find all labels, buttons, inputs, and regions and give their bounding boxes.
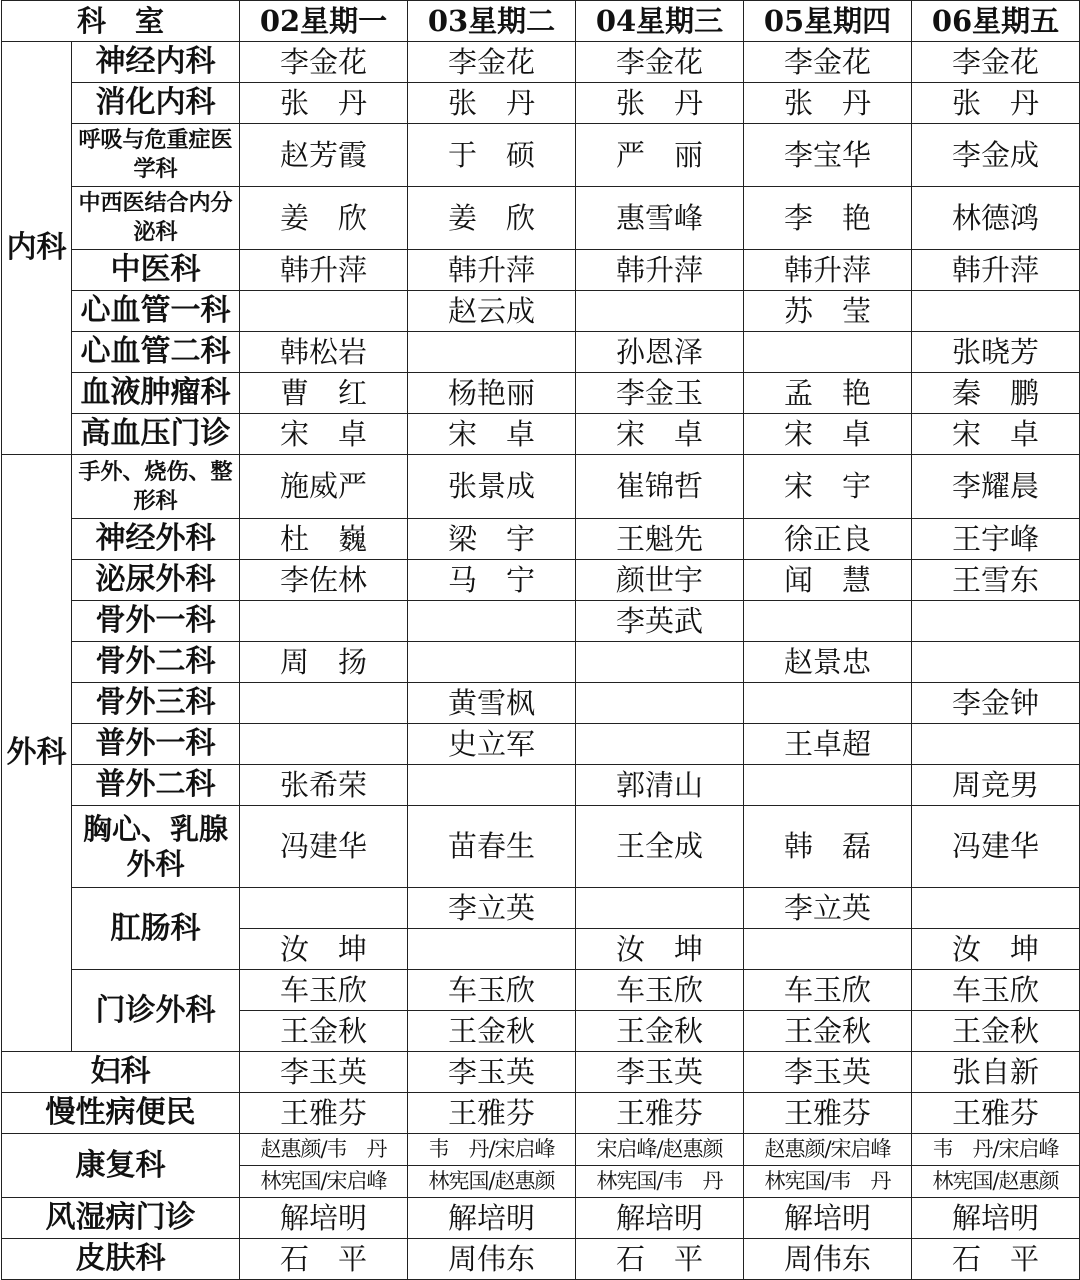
dept-name: 胸心、乳腺外科 [72,806,240,888]
table-row [2,1052,1080,1093]
doctor-cell: 周 扬 [240,642,408,683]
doctor-cell: 严 丽 [576,124,744,187]
doctor-cell: 李金花 [240,42,408,83]
header-row [2,1,1080,42]
header-day: 05星期四 [744,1,912,42]
doctor-cell [912,724,1080,765]
doctor-cell: 姜 欣 [408,187,576,250]
doctor-cell: 崔锦哲 [576,455,744,519]
doctor-cell: 王魁先 [576,519,744,560]
doctor-cell [408,929,576,970]
dept-name: 风湿病门诊 [2,1198,240,1239]
dept-name: 普外一科 [72,724,240,765]
dept-name: 神经外科 [72,519,240,560]
doctor-cell: 杜 巍 [240,519,408,560]
doctor-cell: 闻 慧 [744,560,912,601]
table-row [2,1134,1080,1166]
doctor-cell [744,929,912,970]
doctor-cell: 汝 坤 [912,929,1080,970]
dept-name: 普外二科 [72,765,240,806]
table-row [2,124,1080,187]
doctor-cell: 宋 卓 [240,414,408,455]
doctor-cell [240,724,408,765]
dept-name: 皮肤科 [2,1239,240,1280]
doctor-cell: 冯建华 [240,806,408,888]
doctor-cell: 韦 丹/宋启峰 [912,1134,1080,1166]
schedule-table [1,0,1080,1280]
dept-name: 手外、烧伤、整形科 [72,455,240,519]
table-row [2,683,1080,724]
table-row [2,519,1080,560]
doctor-cell: 石 平 [912,1239,1080,1280]
doctor-cell: 汝 坤 [240,929,408,970]
dept-name: 骨外一科 [72,601,240,642]
doctor-cell [744,601,912,642]
doctor-cell: 孙恩泽 [576,332,744,373]
doctor-cell: 李金花 [576,42,744,83]
doctor-cell: 林宪国/韦 丹 [576,1166,744,1198]
table-row [2,291,1080,332]
doctor-cell [576,888,744,929]
doctor-cell: 韩 磊 [744,806,912,888]
doctor-cell [744,683,912,724]
table-row [2,888,1080,929]
table-row [2,332,1080,373]
dept-name: 血液肿瘤科 [72,373,240,414]
doctor-cell [576,683,744,724]
doctor-cell: 苗春生 [408,806,576,888]
dept-name: 泌尿外科 [72,560,240,601]
doctor-cell: 曹 红 [240,373,408,414]
group-label-neike: 内科 [2,42,72,455]
doctor-cell: 李玉英 [240,1052,408,1093]
doctor-cell [744,332,912,373]
doctor-cell: 王雪东 [912,560,1080,601]
dept-name: 心血管一科 [72,291,240,332]
dept-name: 肛肠科 [72,888,240,970]
dept-name: 妇科 [2,1052,240,1093]
doctor-cell [240,888,408,929]
doctor-cell: 赵云成 [408,291,576,332]
doctor-cell: 李宝华 [744,124,912,187]
dept-name: 骨外三科 [72,683,240,724]
doctor-cell [912,291,1080,332]
doctor-cell: 王卓超 [744,724,912,765]
doctor-cell: 宋启峰/赵惠颜 [576,1134,744,1166]
doctor-cell [408,332,576,373]
doctor-cell: 李玉英 [576,1052,744,1093]
dept-name: 神经内科 [72,42,240,83]
table-row [2,42,1080,83]
doctor-cell: 张 丹 [744,83,912,124]
doctor-cell: 张自新 [912,1052,1080,1093]
doctor-cell: 马 宁 [408,560,576,601]
doctor-cell: 于 硕 [408,124,576,187]
doctor-cell: 徐正良 [744,519,912,560]
doctor-cell: 施威严 [240,455,408,519]
doctor-cell: 张晓芳 [912,332,1080,373]
table-row [2,83,1080,124]
doctor-cell: 王雅芬 [576,1093,744,1134]
dept-name: 心血管二科 [72,332,240,373]
dept-name: 中西医结合内分泌科 [72,187,240,250]
doctor-cell: 李金花 [408,42,576,83]
doctor-cell: 车玉欣 [912,970,1080,1011]
doctor-cell: 王金秋 [912,1011,1080,1052]
doctor-cell: 宋 卓 [912,414,1080,455]
doctor-cell: 苏 莹 [744,291,912,332]
header-day: 03星期二 [408,1,576,42]
dept-name: 骨外二科 [72,642,240,683]
doctor-cell: 张 丹 [240,83,408,124]
dept-name: 消化内科 [72,83,240,124]
doctor-cell: 杨艳丽 [408,373,576,414]
doctor-cell: 惠雪峰 [576,187,744,250]
doctor-cell: 车玉欣 [240,970,408,1011]
table-row [2,560,1080,601]
doctor-cell: 王金秋 [576,1011,744,1052]
doctor-cell [744,765,912,806]
doctor-cell: 林宪国/赵惠颜 [912,1166,1080,1198]
doctor-cell: 王全成 [576,806,744,888]
doctor-cell [408,642,576,683]
dept-name: 呼吸与危重症医学科 [72,124,240,187]
table-row [2,724,1080,765]
doctor-cell: 车玉欣 [744,970,912,1011]
doctor-cell: 解培明 [912,1198,1080,1239]
header-day: 02星期一 [240,1,408,42]
table-row [2,1198,1080,1239]
table-row [2,1239,1080,1280]
doctor-cell: 李金钟 [912,683,1080,724]
doctor-cell: 李玉英 [408,1052,576,1093]
doctor-cell [912,888,1080,929]
doctor-cell: 张 丹 [912,83,1080,124]
doctor-cell: 宋 卓 [408,414,576,455]
doctor-cell: 王宇峰 [912,519,1080,560]
doctor-cell: 解培明 [408,1198,576,1239]
doctor-cell [576,642,744,683]
doctor-cell [240,291,408,332]
doctor-cell: 李金玉 [576,373,744,414]
header-day: 06星期五 [912,1,1080,42]
doctor-cell: 李金花 [912,42,1080,83]
doctor-cell: 宋 宇 [744,455,912,519]
doctor-cell: 林宪国/宋启峰 [240,1166,408,1198]
doctor-cell: 赵芳霞 [240,124,408,187]
doctor-cell [240,601,408,642]
table-row [2,187,1080,250]
doctor-cell: 王雅芬 [240,1093,408,1134]
doctor-cell: 赵惠颜/宋启峰 [744,1134,912,1166]
doctor-cell: 王金秋 [240,1011,408,1052]
dept-name: 康复科 [2,1134,240,1198]
doctor-cell: 王金秋 [744,1011,912,1052]
doctor-cell: 李立英 [408,888,576,929]
doctor-cell: 张景成 [408,455,576,519]
doctor-cell: 姜 欣 [240,187,408,250]
doctor-cell: 李英武 [576,601,744,642]
doctor-cell: 冯建华 [912,806,1080,888]
doctor-cell: 林德鸿 [912,187,1080,250]
doctor-cell: 颜世宇 [576,560,744,601]
doctor-cell: 李金花 [744,42,912,83]
doctor-cell: 林宪国/韦 丹 [744,1166,912,1198]
header-day: 04星期三 [576,1,744,42]
doctor-cell: 史立军 [408,724,576,765]
doctor-cell: 李立英 [744,888,912,929]
table-row [2,250,1080,291]
doctor-cell: 韩升萍 [744,250,912,291]
doctor-cell [576,724,744,765]
group-label-waike: 外科 [2,455,72,1052]
doctor-cell: 石 平 [240,1239,408,1280]
table-row [2,455,1080,519]
doctor-cell: 解培明 [744,1198,912,1239]
doctor-cell: 韩松岩 [240,332,408,373]
doctor-cell: 赵惠颜/韦 丹 [240,1134,408,1166]
table-row [2,601,1080,642]
doctor-cell: 秦 鹏 [912,373,1080,414]
doctor-cell: 郭清山 [576,765,744,806]
dept-name: 高血压门诊 [72,414,240,455]
doctor-cell [576,291,744,332]
doctor-cell: 周竞男 [912,765,1080,806]
doctor-cell: 韩升萍 [912,250,1080,291]
table-row [2,806,1080,888]
dept-name: 慢性病便民 [2,1093,240,1134]
doctor-cell: 黄雪枫 [408,683,576,724]
doctor-cell: 车玉欣 [408,970,576,1011]
table-row [2,642,1080,683]
doctor-cell: 解培明 [576,1198,744,1239]
dept-name: 门诊外科 [72,970,240,1052]
doctor-cell: 林宪国/赵惠颜 [408,1166,576,1198]
doctor-cell: 李玉英 [744,1052,912,1093]
doctor-cell [408,601,576,642]
doctor-cell: 李 艳 [744,187,912,250]
doctor-cell: 李佐林 [240,560,408,601]
doctor-cell: 汝 坤 [576,929,744,970]
doctor-cell: 石 平 [576,1239,744,1280]
dept-name: 中医科 [72,250,240,291]
doctor-cell: 车玉欣 [576,970,744,1011]
doctor-cell: 韩升萍 [408,250,576,291]
doctor-cell: 宋 卓 [576,414,744,455]
doctor-cell: 王金秋 [408,1011,576,1052]
doctor-cell: 梁 宇 [408,519,576,560]
table-row [2,1093,1080,1134]
doctor-cell: 张 丹 [408,83,576,124]
doctor-cell [912,642,1080,683]
doctor-cell: 王雅芬 [912,1093,1080,1134]
doctor-cell: 张 丹 [576,83,744,124]
doctor-cell: 周伟东 [408,1239,576,1280]
doctor-cell: 周伟东 [744,1239,912,1280]
doctor-cell: 赵景忠 [744,642,912,683]
doctor-cell: 宋 卓 [744,414,912,455]
doctor-cell: 李金成 [912,124,1080,187]
header-dept: 科 室 [2,1,240,42]
doctor-cell: 韦 丹/宋启峰 [408,1134,576,1166]
table-row [2,970,1080,1011]
table-row [2,414,1080,455]
table-row [2,765,1080,806]
doctor-cell: 孟 艳 [744,373,912,414]
doctor-cell: 韩升萍 [240,250,408,291]
table-row [2,373,1080,414]
doctor-cell: 王雅芬 [408,1093,576,1134]
doctor-cell: 解培明 [240,1198,408,1239]
doctor-cell: 王雅芬 [744,1093,912,1134]
doctor-cell: 张希荣 [240,765,408,806]
doctor-cell: 韩升萍 [576,250,744,291]
doctor-cell [912,601,1080,642]
doctor-cell [408,765,576,806]
doctor-cell [240,683,408,724]
doctor-cell: 李耀晨 [912,455,1080,519]
